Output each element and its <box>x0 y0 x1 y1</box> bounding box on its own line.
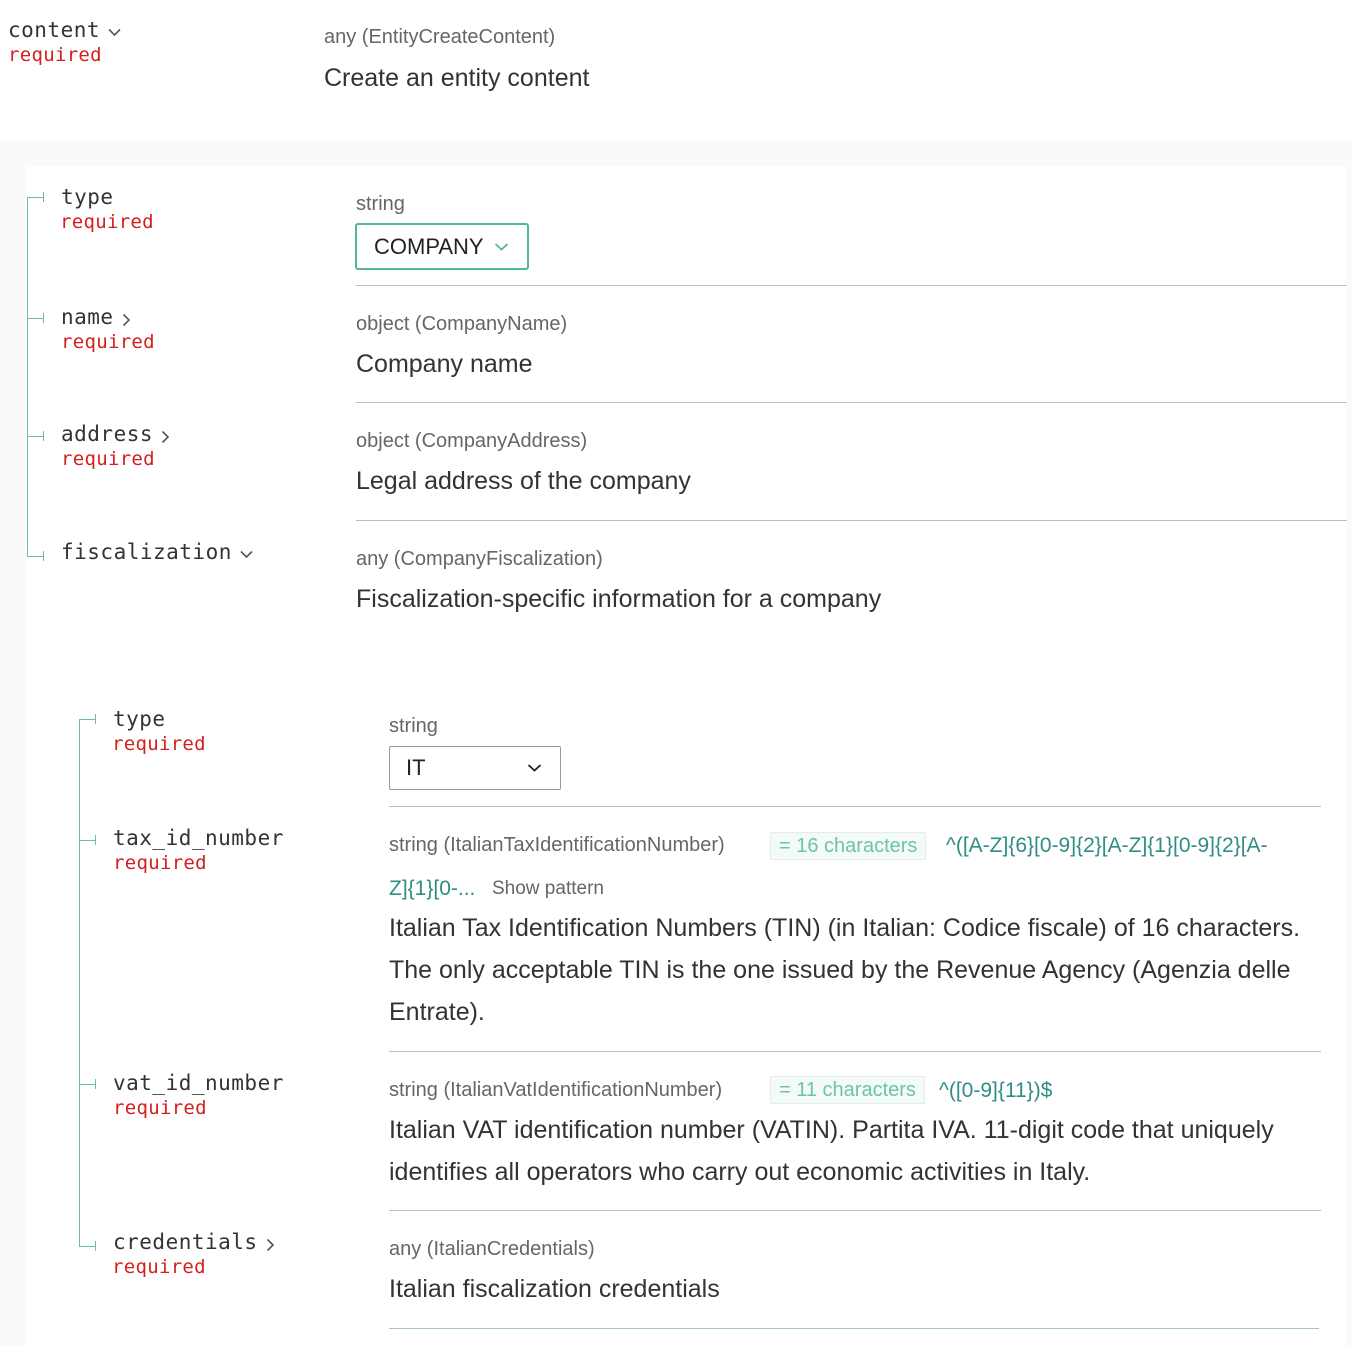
vat-id-description: Italian VAT identification number (VATIN). Partita IVA. 11-digit code that uniquely identifies all operators who carry out economic activities in Italy. <box>389 1116 1274 1186</box>
type-property-name: type <box>61 185 114 209</box>
address-required-label: required <box>61 448 155 470</box>
name-required-label: required <box>61 331 155 353</box>
tax-id-type-label: string (ItalianTaxIdentificationNumber) <box>389 834 725 856</box>
vat-id-pattern: ^([0-9]{11})$ <box>939 1079 1053 1102</box>
address-type-label: object (CompanyAddress) <box>356 430 588 452</box>
tree-branch-tick <box>43 431 44 441</box>
chevron-right-icon <box>161 430 170 444</box>
row-divider <box>356 402 1347 403</box>
credentials-property-name: credentials <box>113 1230 258 1254</box>
tree-line-level1 <box>27 197 28 557</box>
chevron-down-icon <box>494 242 509 251</box>
row-divider <box>389 1051 1321 1052</box>
name-type-label: object (CompanyName) <box>356 313 568 335</box>
chevron-right-icon <box>122 313 131 327</box>
fiscal-type-property-name: type <box>113 707 166 731</box>
chevron-right-icon <box>266 1238 275 1252</box>
content-description: Create an entity content <box>324 64 590 92</box>
type-type-label: string <box>356 193 405 215</box>
type-required-label: required <box>60 211 154 233</box>
vat-id-property-name: vat_id_number <box>113 1071 284 1095</box>
vat-id-type-label: string (ItalianVatIdentificationNumber) <box>389 1079 723 1101</box>
credentials-required-label: required <box>112 1256 206 1278</box>
row-divider <box>389 806 1321 807</box>
tree-branch-tick <box>95 835 96 845</box>
fiscal-type-required-label: required <box>112 733 206 755</box>
fiscalization-property-name-cell[interactable] <box>61 540 253 564</box>
tax-id-length-badge: = 16 characters <box>770 832 926 860</box>
chevron-down-icon <box>108 28 121 37</box>
tree-branch <box>27 318 44 319</box>
content-type-label: any (EntityCreateContent) <box>324 26 556 48</box>
tree-branch <box>27 197 44 198</box>
tax-id-required-label: required <box>113 852 207 874</box>
row-divider <box>389 1210 1321 1211</box>
fiscalization-property-name: fiscalization <box>61 540 232 564</box>
fiscalization-description: Fiscalization-specific information for a company <box>356 585 882 613</box>
fiscalization-type-label: any (CompanyFiscalization) <box>356 548 603 570</box>
tax-id-pattern-line1: ^([A-Z]{6}[0-9]{2}[A-Z]{1}[0-9]{2}[A- <box>946 834 1268 857</box>
chevron-down-icon <box>527 764 542 773</box>
name-description: Company name <box>356 350 533 378</box>
address-description: Legal address of the company <box>356 467 691 495</box>
content-property-name: content <box>8 18 101 42</box>
company-type-select-value: COMPANY <box>374 234 484 259</box>
tree-line-level2 <box>79 719 80 1247</box>
tax-id-pattern-line2: Z]{1}[0-... <box>389 877 476 900</box>
tree-branch <box>27 436 44 437</box>
fiscal-country-select-value: IT <box>406 755 426 780</box>
fiscal-country-select[interactable] <box>389 746 561 790</box>
address-property-name: address <box>61 422 154 446</box>
tree-branch-tick <box>95 1241 96 1251</box>
tree-branch-tick <box>95 1079 96 1089</box>
tree-branch-tick <box>43 192 44 202</box>
content-property-name-cell[interactable] <box>8 18 121 42</box>
tax-id-property-name: tax_id_number <box>113 826 284 850</box>
credentials-property-name-cell[interactable] <box>113 1230 275 1254</box>
row-divider <box>389 1328 1319 1329</box>
vat-id-required-label: required <box>113 1097 207 1119</box>
row-divider <box>356 285 1347 286</box>
tree-branch <box>79 840 96 841</box>
show-pattern-link[interactable]: Show pattern <box>492 878 604 899</box>
credentials-type-label: any (ItalianCredentials) <box>389 1238 595 1260</box>
fiscal-type-type-label: string <box>389 715 438 737</box>
name-property-name-cell[interactable] <box>61 305 131 329</box>
tree-branch-tick <box>95 714 96 724</box>
tree-branch <box>79 1084 96 1085</box>
name-property-name: name <box>61 305 114 329</box>
tree-branch <box>79 1246 96 1247</box>
tree-branch <box>79 719 96 720</box>
tax-id-description: Italian Tax Identification Numbers (TIN) (in Italian: Codice fiscale) of 16 characters. The only acceptable TIN is the one issued by the Revenue Agency (Agenzia delle Entrate). <box>389 914 1301 1026</box>
vat-id-length-badge: = 11 characters <box>770 1076 925 1104</box>
credentials-description: Italian fiscalization credentials <box>389 1275 720 1303</box>
address-property-name-cell[interactable] <box>61 422 170 446</box>
company-type-select[interactable] <box>355 223 529 270</box>
tree-branch-tick <box>43 313 44 323</box>
tree-branch <box>27 556 44 557</box>
content-required-label: required <box>8 44 102 66</box>
chevron-down-icon <box>240 550 253 559</box>
row-divider <box>356 520 1347 521</box>
tree-branch-tick <box>43 551 44 561</box>
